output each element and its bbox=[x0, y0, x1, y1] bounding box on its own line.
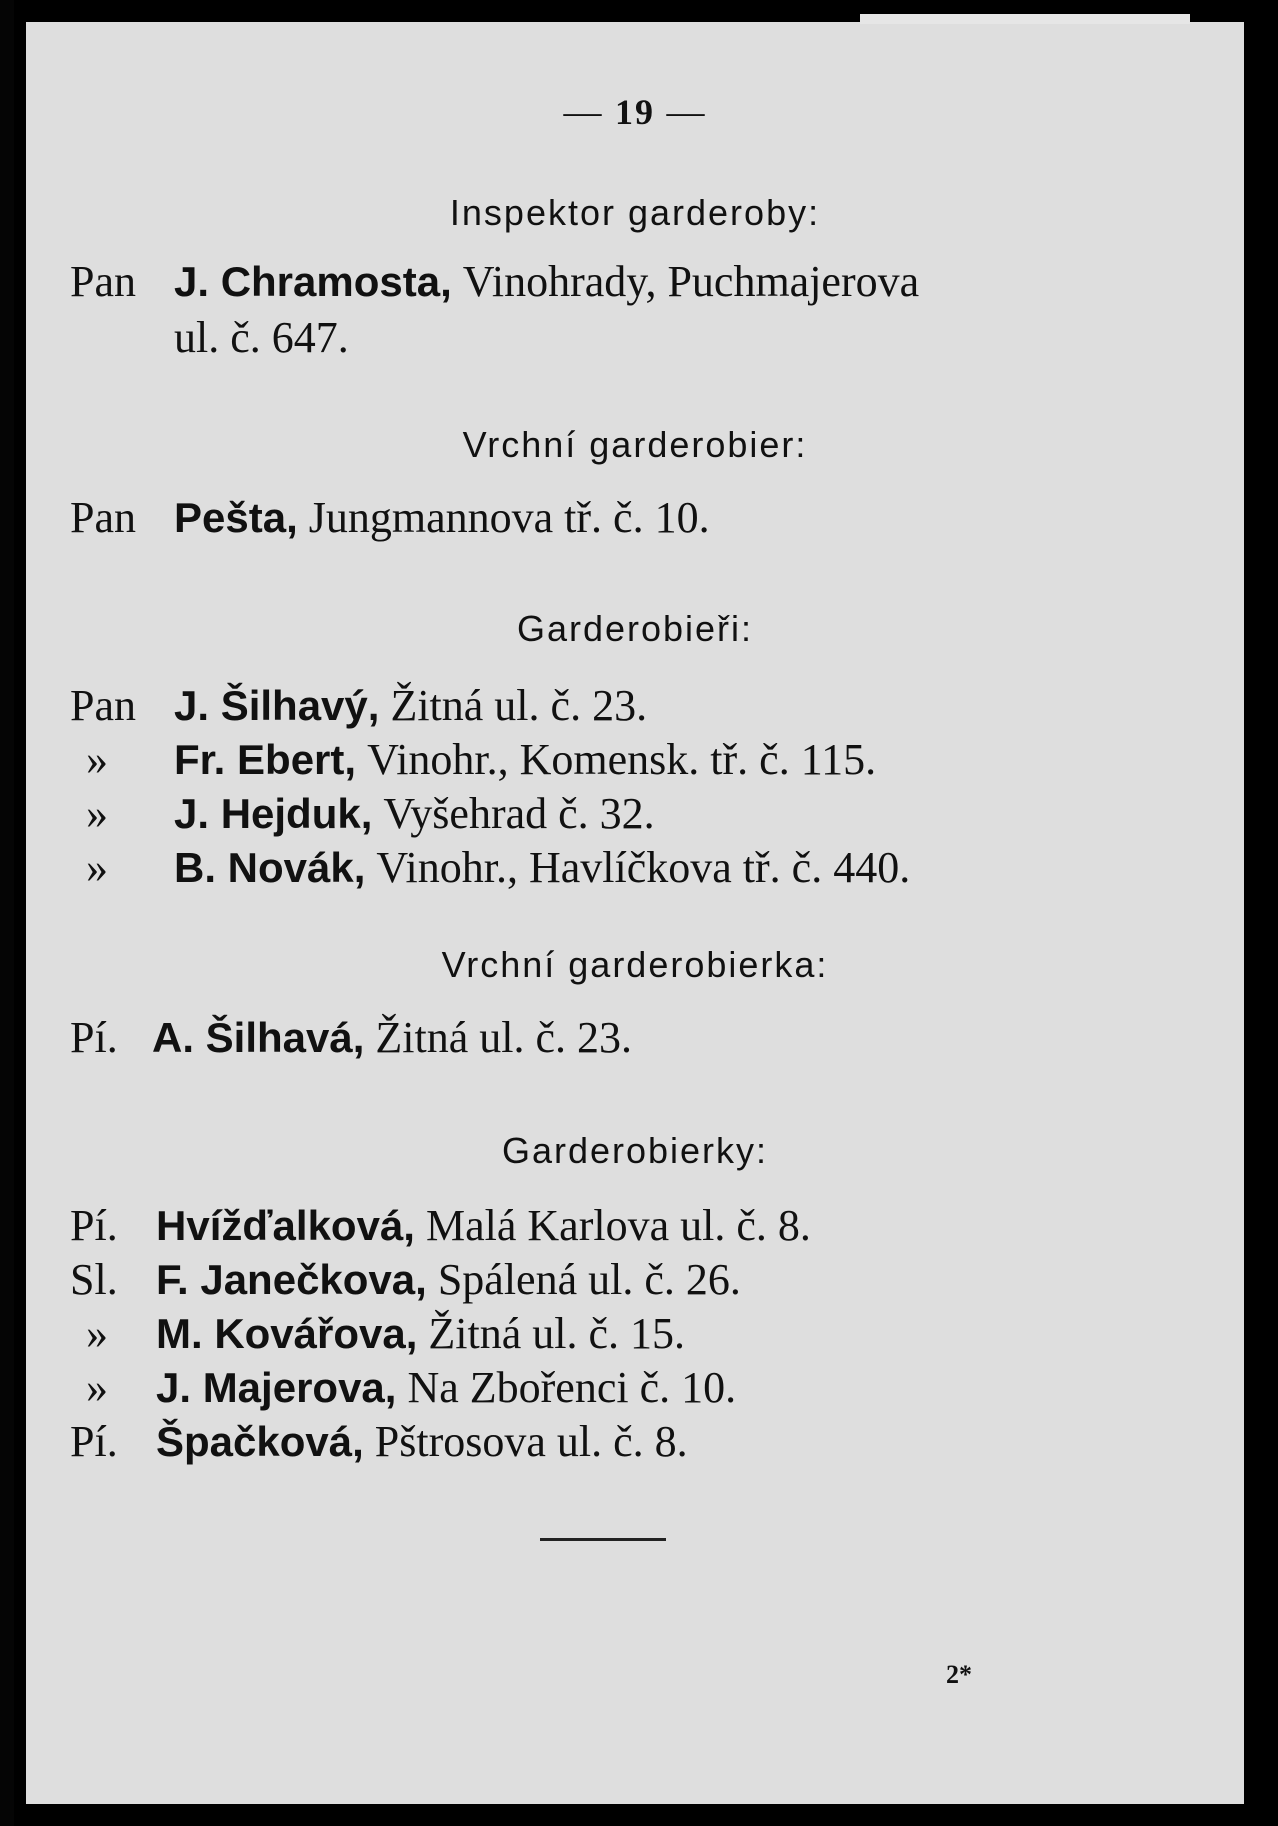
section-heading-vrchni-garderobier: Vrchní garderobier: bbox=[462, 424, 808, 465]
entry-address: Spálená ul. č. 26. bbox=[437, 1255, 741, 1304]
entry-prefix: Pan bbox=[70, 681, 136, 730]
entry-address: Vinohrady, Puchmajerova bbox=[462, 257, 920, 306]
entry-prefix: Pan bbox=[70, 257, 136, 306]
section-heading-garderobieri: Garderobieři: bbox=[516, 608, 754, 649]
entry-address: Žitná ul. č. 23. bbox=[375, 1013, 633, 1062]
entry-address: Na Zbořenci č. 10. bbox=[407, 1363, 737, 1412]
entry-line bbox=[70, 1013, 633, 1062]
entry-prefix: Pí. bbox=[70, 1013, 118, 1062]
entry-line bbox=[86, 1309, 686, 1358]
entry-line bbox=[70, 1255, 741, 1304]
entry-address: ul. č. 647. bbox=[174, 313, 349, 362]
entry-name: J. Majerova, bbox=[156, 1364, 397, 1411]
entry-line bbox=[174, 313, 349, 362]
entry-name: J. Chramosta, bbox=[174, 258, 452, 305]
entry-line bbox=[70, 1201, 811, 1250]
section-heading-garderobierky: Garderobierky: bbox=[501, 1130, 769, 1171]
section-heading-inspektor: Inspektor garderoby: bbox=[449, 192, 821, 233]
scan-left-edge bbox=[0, 0, 14, 1826]
section-heading-vrchni-garderobierka: Vrchní garderobierka: bbox=[441, 944, 829, 985]
entry-address: Vyšehrad č. 32. bbox=[383, 789, 655, 838]
entry-prefix: Pan bbox=[70, 493, 136, 542]
scan-top-edge bbox=[860, 14, 1190, 24]
entry-name: A. Šilhavá, bbox=[152, 1014, 365, 1061]
entry-name: B. Novák, bbox=[174, 844, 366, 891]
book-page bbox=[26, 22, 1244, 1804]
entry-prefix: Pí. bbox=[70, 1417, 118, 1466]
entry-prefix: Sl. bbox=[70, 1255, 118, 1304]
entry-name: Špačková, bbox=[156, 1418, 364, 1465]
entry-name: Pešta, bbox=[174, 494, 298, 541]
entry-line bbox=[70, 493, 710, 542]
page-number-right-dash: — bbox=[666, 91, 707, 133]
entry-line bbox=[86, 789, 655, 838]
entry-name: Hvížďalková, bbox=[156, 1202, 415, 1249]
entry-address: Vinohr., Havlíčkova tř. č. 440. bbox=[376, 843, 911, 892]
entry-prefix: » bbox=[86, 735, 108, 784]
entry-name: F. Janečkova, bbox=[156, 1256, 427, 1303]
page-number bbox=[26, 90, 1244, 134]
entry-prefix: Pí. bbox=[70, 1201, 118, 1250]
section-divider bbox=[540, 1538, 666, 1541]
entry-address: Žitná ul. č. 15. bbox=[428, 1309, 686, 1358]
entry-name: M. Kovářova, bbox=[156, 1310, 418, 1357]
page-number-left-dash: — bbox=[563, 91, 604, 133]
entry-prefix: » bbox=[86, 1363, 108, 1412]
entry-line bbox=[70, 257, 920, 306]
entry-name: Fr. Ebert, bbox=[174, 736, 357, 783]
entry-name: J. Hejduk, bbox=[174, 790, 373, 837]
entry-prefix: » bbox=[86, 843, 108, 892]
page-number-value: 19 bbox=[615, 92, 655, 132]
entry-address: Žitná ul. č. 23. bbox=[390, 681, 648, 730]
entry-line bbox=[86, 735, 877, 784]
entry-address: Malá Karlova ul. č. 8. bbox=[425, 1201, 811, 1250]
entry-line bbox=[70, 1417, 688, 1466]
entry-address: Jungmannova tř. č. 10. bbox=[308, 493, 710, 542]
entry-line bbox=[86, 843, 911, 892]
entry-line bbox=[70, 681, 648, 730]
entry-prefix: » bbox=[86, 789, 108, 838]
entry-line bbox=[86, 1363, 737, 1412]
entry-name: J. Šilhavý, bbox=[174, 682, 380, 729]
entry-address: Vinohr., Komensk. tř. č. 115. bbox=[367, 735, 877, 784]
entry-address: Pštrosova ul. č. 8. bbox=[374, 1417, 688, 1466]
entry-prefix: » bbox=[86, 1309, 108, 1358]
signature-mark: 2* bbox=[946, 1660, 972, 1689]
